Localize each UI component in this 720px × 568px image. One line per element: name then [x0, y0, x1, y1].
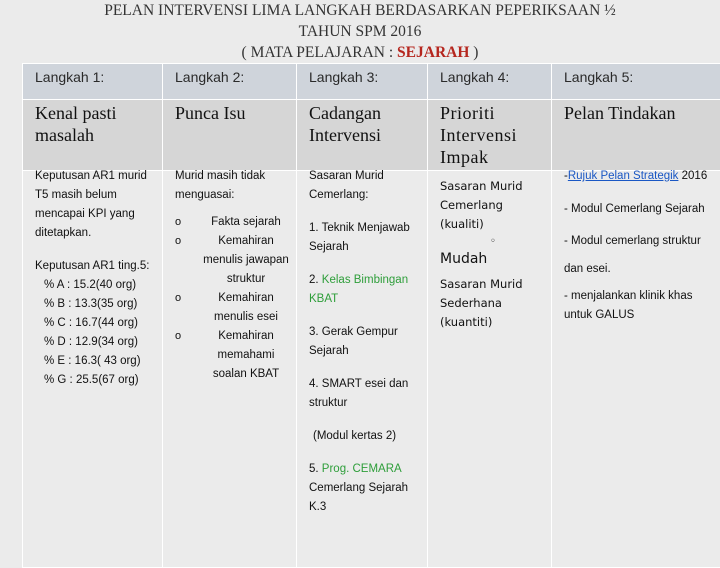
action-item-1: - Modul Cemerlang Sejarah: [564, 200, 715, 219]
results-heading: Keputusan AR1 ting.5:: [35, 257, 157, 276]
step-1-label: Langkah 1:: [23, 64, 163, 100]
step-2-heading: Punca Isu: [163, 100, 297, 171]
title-subject: SEJARAH: [397, 44, 469, 61]
page-title: [0, 0, 720, 63]
title-line-3-suffix: ): [469, 44, 478, 61]
step-title-row: [23, 100, 720, 171]
step-2-content: [163, 171, 297, 568]
title-line-3: [0, 42, 720, 63]
intervention-item-2-text: Kelas Bimbingan KBAT: [309, 274, 408, 305]
grade-item: % E : 16.3( 43 org): [44, 352, 157, 371]
step-5-content: [552, 171, 720, 568]
priority-level: Mudah: [440, 250, 546, 269]
intervention-item-5: [309, 460, 422, 517]
step-header-row: [23, 64, 720, 100]
grade-item: % G : 25.5(67 org): [44, 371, 157, 390]
step-4-heading: Prioriti Intervensi Impak: [428, 100, 552, 171]
title-line-3-prefix: ( MATA PELAJARAN :: [242, 44, 398, 61]
step-3-label: Langkah 3:: [297, 64, 428, 100]
intervention-item-2: [309, 271, 422, 309]
step-4-label: Langkah 4:: [428, 64, 552, 100]
intervention-table: [22, 63, 720, 568]
grade-item: % C : 16.7(44 org): [44, 314, 157, 333]
intervention-item-3: 3. Gerak Gempur Sejarah: [309, 323, 422, 361]
problem-statement: Keputusan AR1 murid T5 masih belum mencapai KPI yang ditetapkan.: [35, 167, 157, 243]
cause-item: o Kemahiran menulis esei: [175, 289, 291, 327]
priority-marker: ◦: [440, 234, 546, 250]
intervention-item-4-note: (Modul kertas 2): [309, 427, 422, 446]
cause-item: o Kemahiran memahami soalan KBAT: [175, 327, 291, 384]
intervention-item-5-number: 5.: [309, 463, 322, 475]
grade-item: % D : 12.9(34 org): [44, 333, 157, 352]
intervention-item-5-highlight: Prog. CEMARA: [322, 463, 401, 475]
strategic-plan-link[interactable]: Rujuk Pelan Strategik: [568, 170, 679, 182]
step-5-heading: Pelan Tindakan: [552, 100, 720, 171]
cause-list: [175, 213, 291, 384]
action-item-2: - Modul cemerlang struktur dan esei.: [564, 227, 715, 283]
target-group: Sasaran Murid Cemerlang:: [309, 167, 422, 205]
action-item-3: - menjalankan klinik khas untuk GALUS: [564, 287, 715, 325]
priority-quality: Sasaran Murid Cemerlang (kualiti): [440, 177, 546, 234]
intervention-item-4: 4. SMART esei dan struktur: [309, 375, 422, 413]
step-3-heading: Cadangan Intervensi: [297, 100, 428, 171]
grade-item: % A : 15.2(40 org): [44, 276, 157, 295]
priority-quantity: Sasaran Murid Sederhana (kuantiti): [440, 275, 546, 332]
intervention-item-1: 1. Teknik Menjawab Sejarah: [309, 219, 422, 257]
step-4-content: [428, 171, 552, 568]
cause-intro: Murid masih tidak menguasai:: [175, 167, 291, 205]
step-3-content: [297, 171, 428, 568]
grade-item: % B : 13.3(35 org): [44, 295, 157, 314]
grade-list: [35, 276, 157, 390]
strategic-plan-year: 2016: [678, 170, 707, 182]
step-2-label: Langkah 2:: [163, 64, 297, 100]
title-line-2: TAHUN SPM 2016: [0, 21, 720, 42]
step-1-content: [23, 171, 163, 568]
intervention-item-5-rest: Cemerlang Sejarah K.3: [309, 482, 408, 513]
intervention-item-2-number: 2.: [309, 274, 322, 286]
cause-item: o Kemahiran menulis jawapan struktur: [175, 232, 291, 289]
cause-item: o Fakta sejarah: [175, 213, 291, 232]
strategic-plan-ref: [564, 167, 715, 186]
step-1-heading: Kenal pasti masalah: [23, 100, 163, 171]
content-row: [23, 171, 720, 568]
title-line-1: PELAN INTERVENSI LIMA LANGKAH BERDASARKAN PEPERIKSAAN ½: [0, 0, 720, 21]
step-5-label: Langkah 5:: [552, 64, 720, 100]
strategic-plan-dash: -: [564, 170, 568, 182]
